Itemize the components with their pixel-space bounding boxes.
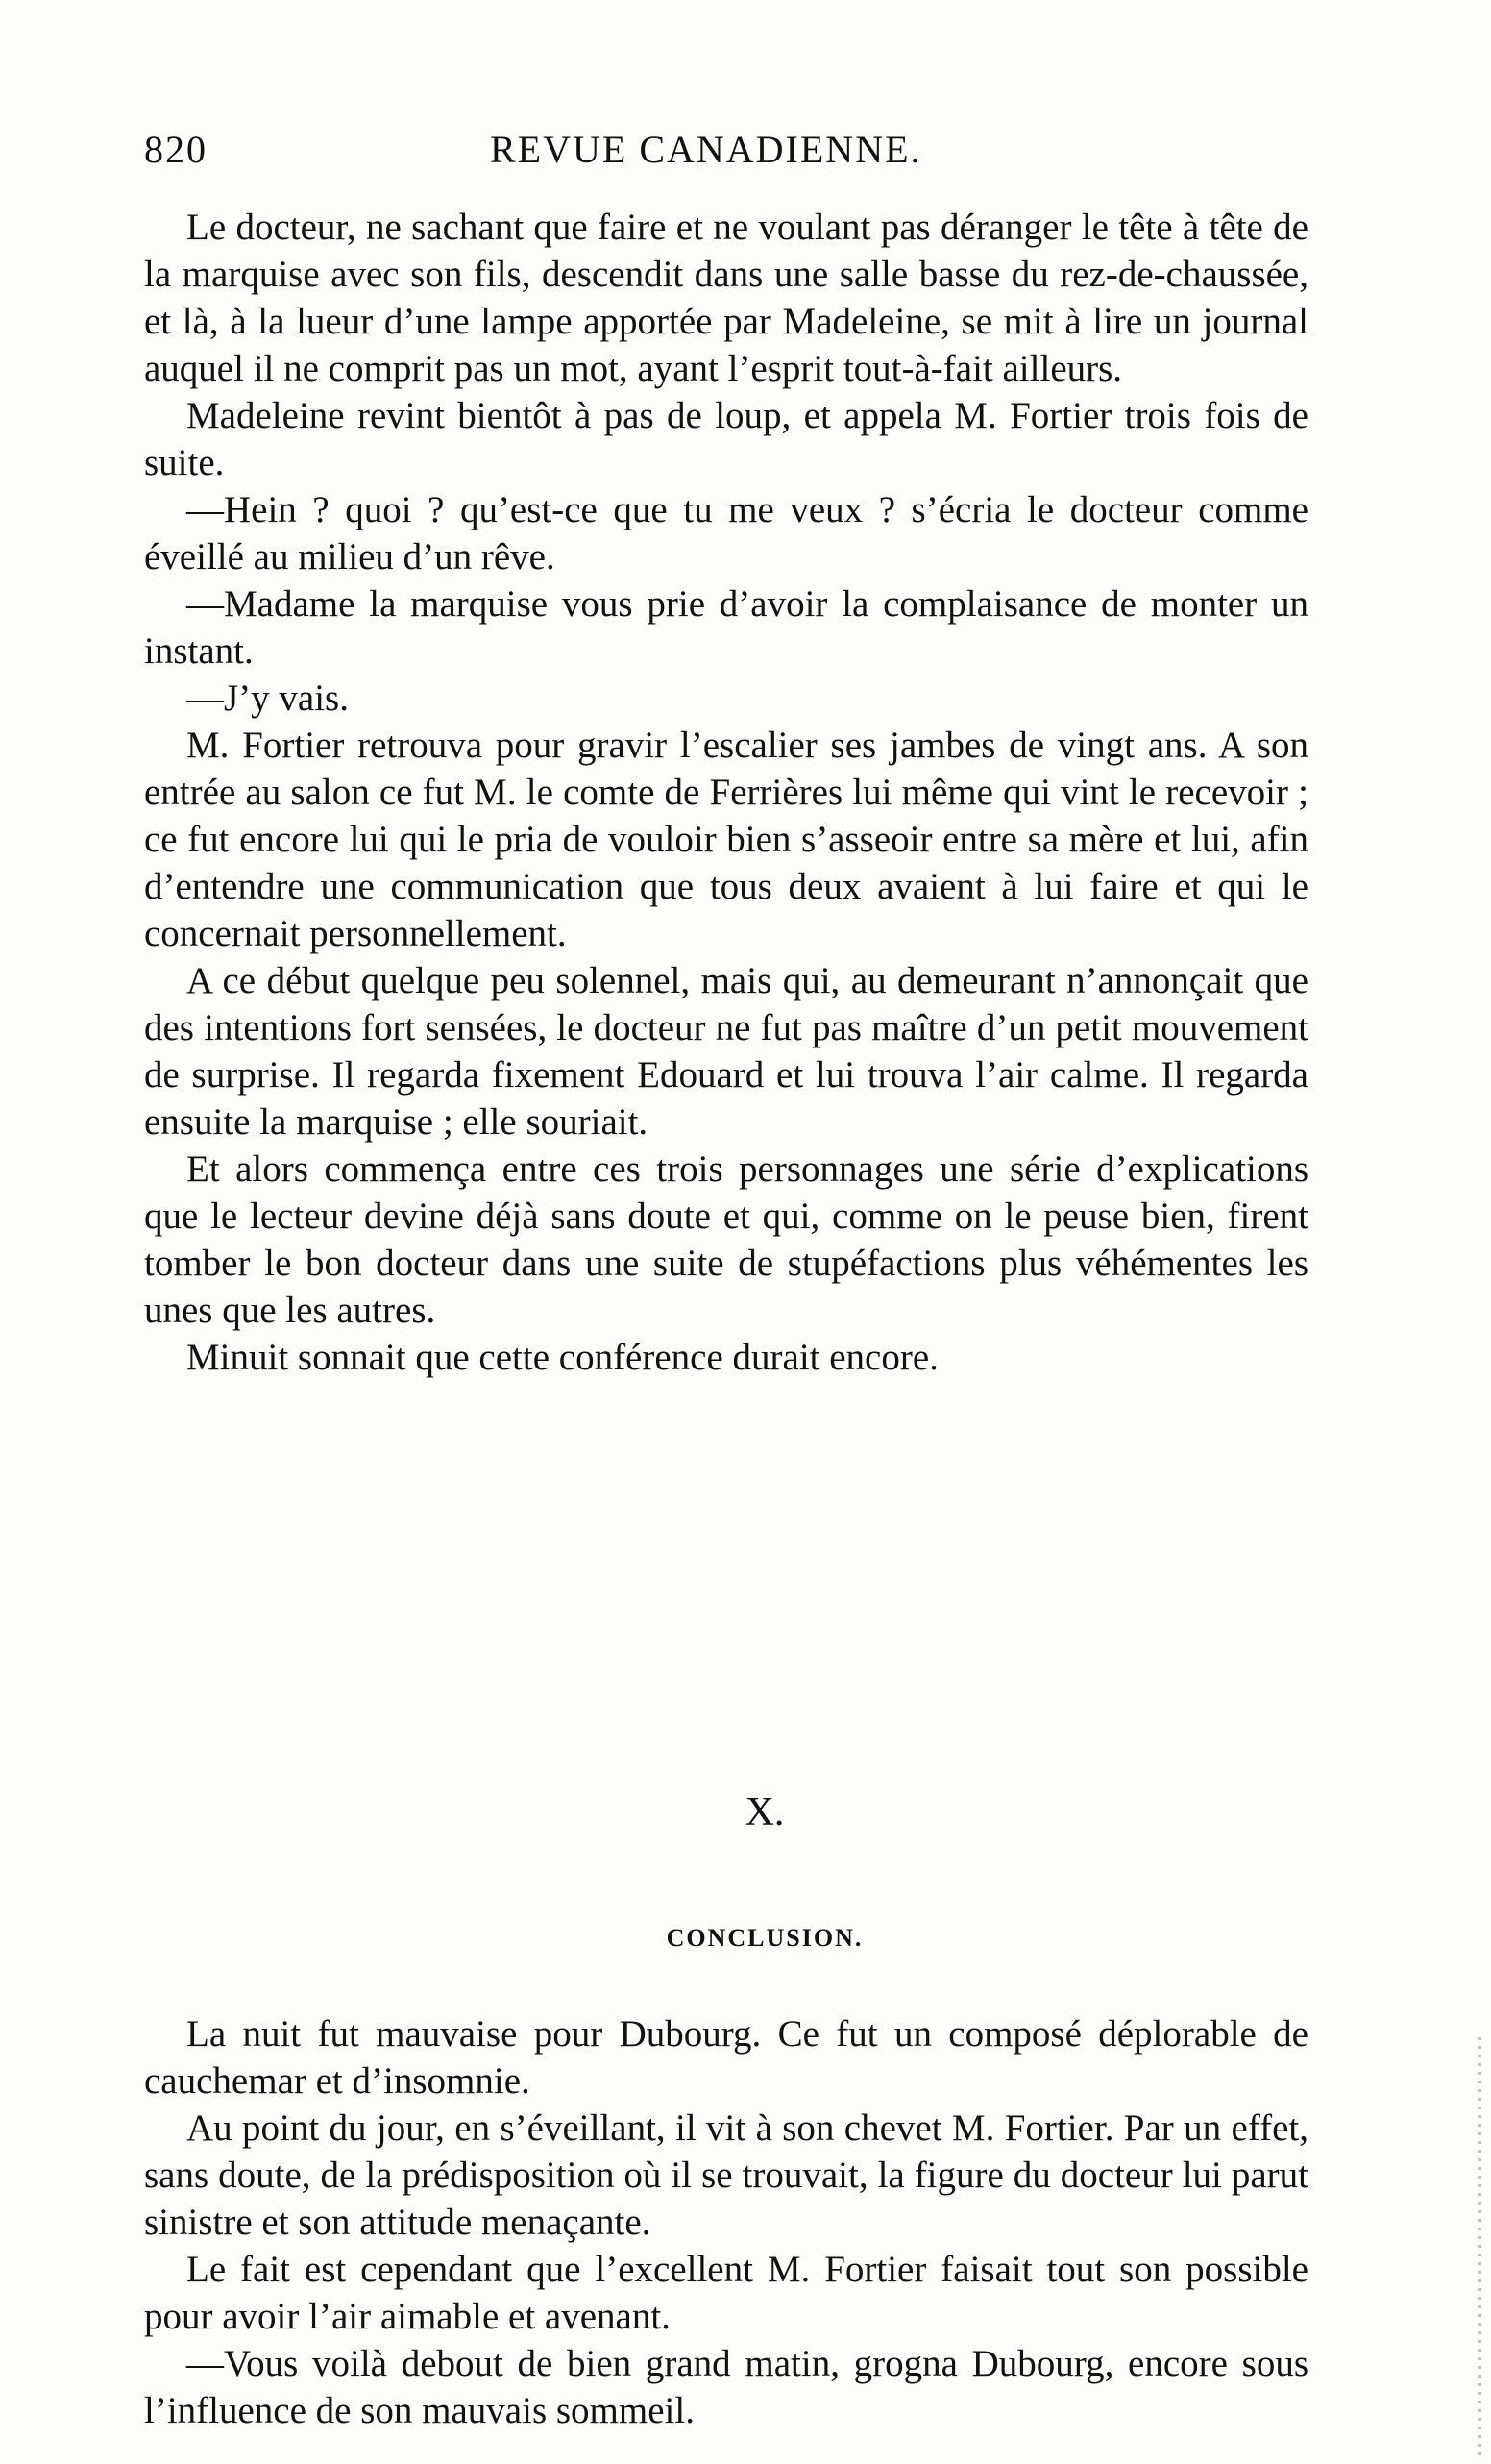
scan-edge-artifact bbox=[1478, 2037, 1481, 2460]
paragraph: —Vous voilà debout de bien grand matin, grogna Dubourg, encore sous l’influence de son mauvais sommeil. bbox=[144, 2343, 1308, 2431]
running-head bbox=[144, 127, 1297, 185]
paragraph: —J’y vais. bbox=[186, 678, 349, 719]
paragraph: A ce début quelque peu solennel, mais qui, au demeurant n’annonçait que des intentions fort sensées, le docteur ne fut pas maître d’un petit mouvement de surprise. Il regarda fixement Edouard et lui trouva l’air calme. Il regarda ensuite la marquise ; elle souriait. bbox=[144, 960, 1308, 1143]
paragraph: Minuit sonnait que cette conférence durait encore. bbox=[186, 1337, 939, 1378]
body-text bbox=[144, 204, 1308, 2431]
paragraph: M. Fortier retrouva pour gravir l’escalier ses jambes de vingt ans. A son entrée au salon ce fut M. le comte de Ferrières lui même qui vint le recevoir ; ce fut encore lui qui le pria de vouloir bien s’asseoir entre sa mère et lui, afin d’entendre une communication que tous deux avaient à lui faire et qui le concernait personnellement. bbox=[144, 725, 1308, 954]
page-number: 820 bbox=[144, 128, 208, 171]
paragraph: Le docteur, ne sachant que faire et ne voulant pas déranger le tête à tête de la marquise avec son fils, descendit dans une salle basse du rez-de-chaussée, et là, à la lueur d’une lampe apportée par Madeleine, se mit à lire un journal auquel il ne comprit pas un mot, ayant l’esprit tout-à-fait ailleurs. bbox=[144, 207, 1308, 389]
paragraph: Et alors commença entre ces trois personnages une série d’explications que le lecteur devine déjà sans doute et qui, comme on le peuse bien, firent tomber le bon docteur dans une suite de stupéfactions plus véhémentes les unes que les autres. bbox=[144, 1148, 1308, 1331]
paragraph: Madeleine revint bientôt à pas de loup, et appela M. Fortier trois fois de suite. bbox=[144, 395, 1308, 483]
paragraph: Au point du jour, en s’éveillant, il vit à son chevet M. Fortier. Par un effet, sans doute, de la prédisposition où il se trouvait, la figure du docteur lui parut sinistre et son attitude menaçante. bbox=[144, 2107, 1308, 2243]
chapter-number: X. bbox=[745, 1790, 785, 1835]
paragraph: —Hein ? quoi ? qu’est-ce que tu me veux ? s’écria le docteur comme éveillé au milieu d’un rêve. bbox=[144, 489, 1308, 578]
paragraph: La nuit fut mauvaise pour Dubourg. Ce fut un composé déplorable de cauchemar et d’insomnie. bbox=[144, 2013, 1308, 2102]
paragraph: Le fait est cependant que l’excellent M. Fortier faisait tout son possible pour avoir l’air aimable et avenant. bbox=[144, 2249, 1308, 2337]
chapter-body bbox=[144, 2010, 1308, 2434]
chapter-title: CONCLUSION. bbox=[666, 1924, 864, 1952]
paragraph: —Madame la marquise vous prie d’avoir la complaisance de monter un instant. bbox=[144, 583, 1308, 672]
journal-title: REVUE CANADIENNE. bbox=[490, 128, 922, 171]
